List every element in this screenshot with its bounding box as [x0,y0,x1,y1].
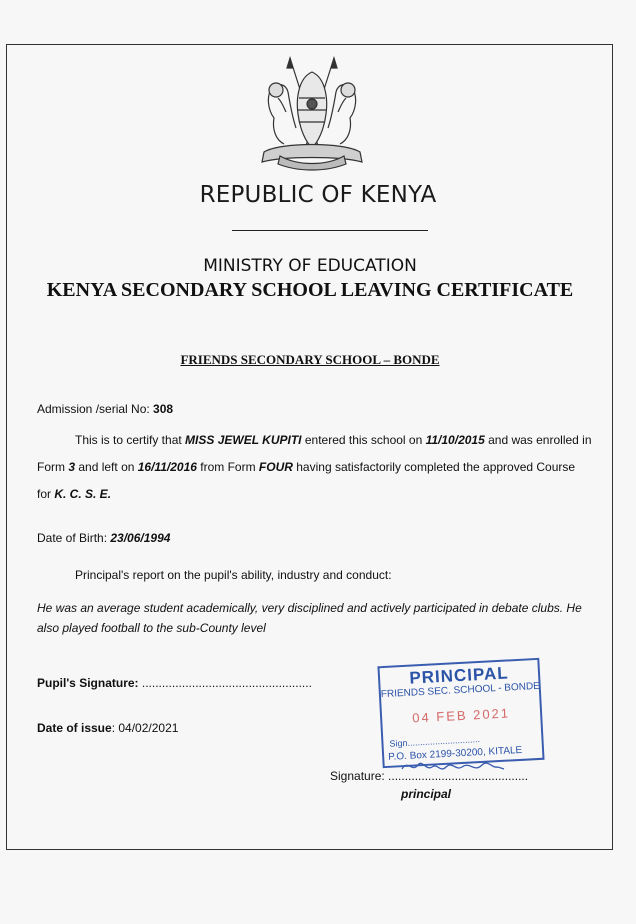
report-line-1: He was an average student academically, very disciplined and actively participated in debate clubs. He [37,601,582,615]
dob-value: 23/06/1994 [110,531,171,545]
stamp-sign: Sign............................. [389,734,481,749]
certify-line-3 [37,488,111,501]
leave-date: 16/11/2016 [137,460,197,474]
entry-form: 3 [68,460,76,474]
stamp-title: PRINCIPAL [408,663,510,688]
admission-line [37,403,173,416]
issue-value: : 04/02/2021 [111,721,179,735]
principal-stamp [377,658,544,768]
admission-number: 308 [153,402,174,416]
certify-text: having satisfactorily completed the approved Course [292,460,576,474]
pupil-signature-label: Pupil's Signature: [37,676,142,690]
student-name: MISS JEWEL KUPITI [185,433,302,447]
stamp-school: FRIENDS SEC. SCHOOL - BONDE [380,680,541,701]
stamp-date: 04 FEB 2021 [411,705,511,726]
title-divider [232,230,428,231]
report-heading: Principal's report on the pupil's ability, industry and conduct: [75,568,392,582]
kenya-coat-of-arms-icon [250,52,374,172]
country-title: REPUBLIC OF KENYA [199,182,437,208]
signature-line [330,770,528,783]
pupil-signature-line [37,677,312,690]
signature-dots: .......................................... [388,769,529,783]
certify-text: This is to certify that [75,433,186,447]
leave-form: FOUR [258,460,293,474]
report-line-2: also played football to the sub-County level [37,621,266,635]
pupil-signature-dots: ................................................... [141,676,312,690]
certify-line-1 [75,434,592,447]
dob-label: Date of Birth: [37,531,111,545]
entry-date: 11/10/2015 [425,433,485,447]
certify-text: from Form [196,460,259,474]
issue-label: Date of issue [37,721,112,735]
stamp-address: P.O. Box 2199-30200, KITALE [387,744,523,763]
course-name: K. C. S. E. [54,487,112,501]
certify-text: entered this school on [301,433,426,447]
certify-text: and left on [75,460,138,474]
certify-text: for [37,487,55,501]
ministry-heading: MINISTRY OF EDUCATION [203,256,417,276]
certify-text: and was enrolled in [484,433,592,447]
signature-label: Signature: [330,769,389,783]
date-of-birth-line [37,532,170,545]
admission-label: Admission /serial No: [37,402,154,416]
certify-text: Form [37,460,69,474]
certify-line-2 [37,461,575,474]
signature-title: principal [401,787,452,801]
date-of-issue-line [37,722,178,735]
school-name: FRIENDS SECONDARY SCHOOL – BONDE [180,352,440,367]
certificate-title: KENYA SECONDARY SCHOOL LEAVING CERTIFICATE [46,279,574,301]
